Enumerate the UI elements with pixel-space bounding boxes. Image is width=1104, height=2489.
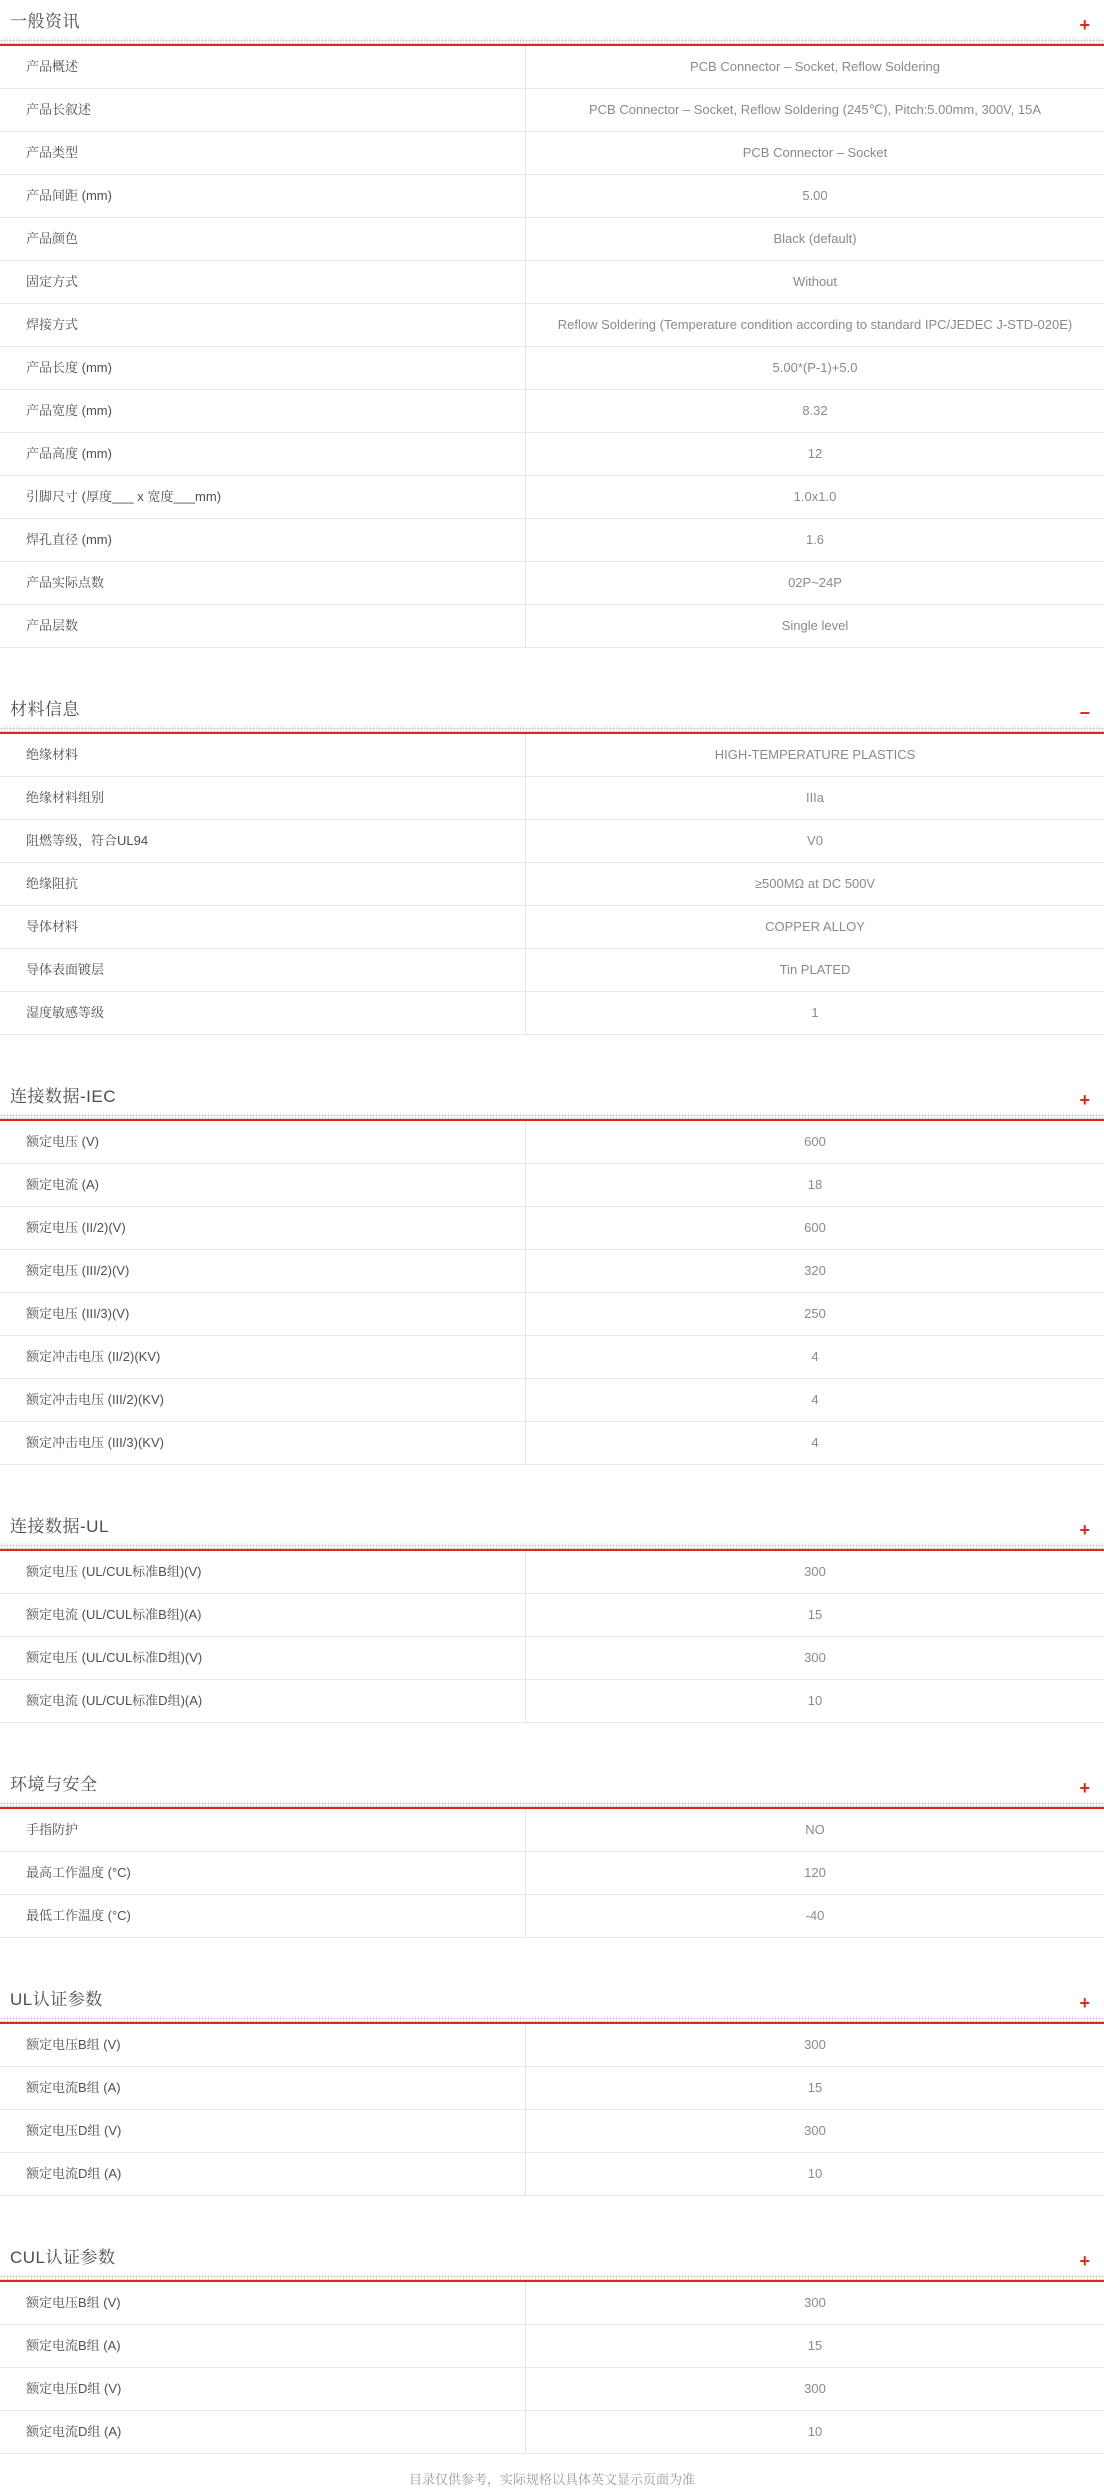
spec-label: 产品长度 (mm) xyxy=(0,347,526,389)
table-row xyxy=(0,89,1104,132)
section-header xyxy=(0,6,1104,38)
table-row xyxy=(0,863,1104,906)
spec-label: 产品类型 xyxy=(0,132,526,174)
table-row xyxy=(0,2282,1104,2325)
table-row xyxy=(0,734,1104,777)
spec-value: 4 xyxy=(811,1391,819,1407)
spec-label: 额定电压 (UL/CUL标准B组)(V) xyxy=(0,1551,526,1593)
table-row xyxy=(0,1293,1104,1336)
table-row xyxy=(0,476,1104,519)
table-row xyxy=(0,46,1104,89)
spec-value: ≥500MΩ at DC 500V xyxy=(754,875,876,891)
expand-icon[interactable]: + xyxy=(1079,1520,1090,1540)
spec-label: 额定冲击电压 (III/3)(KV) xyxy=(0,1422,526,1464)
section-title: 环境与安全 xyxy=(10,1775,98,1794)
spec-value: 1.0x1.0 xyxy=(793,488,837,504)
table-row xyxy=(0,1895,1104,1938)
table-row xyxy=(0,1379,1104,1422)
table-row xyxy=(0,1551,1104,1594)
spec-label: 额定电压D组 (V) xyxy=(0,2368,526,2410)
spec-label: 额定电流 (UL/CUL标准B组)(A) xyxy=(0,1594,526,1636)
spec-value: 300 xyxy=(804,2380,826,2396)
table-row xyxy=(0,2325,1104,2368)
spec-value: IIIa xyxy=(805,789,825,805)
spec-value: 02P~24P xyxy=(788,574,842,590)
spec-value: PCB Connector – Socket, Reflow Soldering (245℃), Pitch:5.00mm, 300V, 15A xyxy=(588,101,1042,117)
spec-table xyxy=(0,1551,1104,1723)
spec-value: COPPER ALLOY xyxy=(765,918,865,934)
spec-value: V0 xyxy=(807,832,823,848)
spec-label: 额定电流 (A) xyxy=(0,1164,526,1206)
spec-section xyxy=(0,1769,1104,1938)
footer-disclaimer: 目录仅供参考，实际规格以具体英文显示页面为准 xyxy=(408,2472,695,2487)
spec-value: 10 xyxy=(807,2423,823,2439)
table-row xyxy=(0,2067,1104,2110)
collapse-icon[interactable]: − xyxy=(1079,703,1090,723)
expand-icon[interactable]: + xyxy=(1079,1778,1090,1798)
spec-section xyxy=(0,2242,1104,2454)
spec-label: 绝缘材料组别 xyxy=(0,777,526,819)
section-title: UL认证参数 xyxy=(10,1990,103,2009)
spec-label: 绝缘材料 xyxy=(0,734,526,776)
section-title: 一般资讯 xyxy=(10,12,80,31)
spec-value: 10 xyxy=(807,2165,823,2181)
spec-label: 额定电流B组 (A) xyxy=(0,2067,526,2109)
section-title: CUL认证参数 xyxy=(10,2248,116,2267)
spec-value: 4 xyxy=(811,1434,819,1450)
spec-label: 最低工作温度 (°C) xyxy=(0,1895,526,1937)
spec-label: 产品颜色 xyxy=(0,218,526,260)
spec-value: 18 xyxy=(807,1176,823,1192)
spec-table xyxy=(0,1121,1104,1465)
table-row xyxy=(0,562,1104,605)
spec-section xyxy=(0,1984,1104,2196)
spec-label: 产品宽度 (mm) xyxy=(0,390,526,432)
section-header xyxy=(0,1984,1104,2016)
spec-label: 引脚尺寸 (厚度___ x 宽度___mm) xyxy=(0,476,526,518)
table-row xyxy=(0,1852,1104,1895)
table-row xyxy=(0,347,1104,390)
spec-value: 5.00*(P-1)+5.0 xyxy=(772,359,858,375)
spec-label: 额定电流D组 (A) xyxy=(0,2411,526,2453)
spec-label: 产品层数 xyxy=(0,605,526,647)
spec-label: 额定电流B组 (A) xyxy=(0,2325,526,2367)
spec-value: Black (default) xyxy=(773,230,857,246)
spec-label: 固定方式 xyxy=(0,261,526,303)
spec-section xyxy=(0,1081,1104,1465)
spec-table xyxy=(0,1809,1104,1938)
spec-value: HIGH-TEMPERATURE PLASTICS xyxy=(714,746,916,762)
spec-value: 12 xyxy=(807,445,823,461)
spec-value: 15 xyxy=(807,1606,823,1622)
spec-label: 产品间距 (mm) xyxy=(0,175,526,217)
table-row xyxy=(0,519,1104,562)
spec-value: 250 xyxy=(804,1305,826,1321)
table-row xyxy=(0,949,1104,992)
section-title: 连接数据-IEC xyxy=(10,1087,116,1106)
table-row xyxy=(0,1207,1104,1250)
table-row xyxy=(0,175,1104,218)
section-title: 连接数据-UL xyxy=(10,1517,109,1536)
section-title: 材料信息 xyxy=(10,700,80,719)
spec-label: 额定电压B组 (V) xyxy=(0,2024,526,2066)
table-row xyxy=(0,2024,1104,2067)
spec-label: 额定电压B组 (V) xyxy=(0,2282,526,2324)
spec-value: NO xyxy=(805,1821,825,1837)
table-row xyxy=(0,1637,1104,1680)
spec-value: -40 xyxy=(805,1907,825,1923)
spec-value: 4 xyxy=(811,1348,819,1364)
spec-section xyxy=(0,0,1104,648)
table-row xyxy=(0,605,1104,648)
spec-label: 额定电流 (UL/CUL标准D组)(A) xyxy=(0,1680,526,1722)
table-row xyxy=(0,2110,1104,2153)
spec-value: 1.6 xyxy=(805,531,825,547)
spec-value: Tin PLATED xyxy=(779,961,851,977)
spec-value: 1 xyxy=(811,1004,819,1020)
table-row xyxy=(0,390,1104,433)
table-row xyxy=(0,1250,1104,1293)
spec-value: 300 xyxy=(804,2294,826,2310)
expand-icon[interactable]: + xyxy=(1079,1090,1090,1110)
spec-label: 阻燃等级，符合UL94 xyxy=(0,820,526,862)
spec-value: 300 xyxy=(804,1563,826,1579)
section-header xyxy=(0,694,1104,726)
spec-table xyxy=(0,2282,1104,2454)
table-row xyxy=(0,218,1104,261)
spec-label: 额定电压D组 (V) xyxy=(0,2110,526,2152)
section-header xyxy=(0,1769,1104,1801)
spec-label: 绝缘阻抗 xyxy=(0,863,526,905)
spec-label: 产品长叙述 xyxy=(0,89,526,131)
table-row xyxy=(0,1594,1104,1637)
table-row xyxy=(0,1164,1104,1207)
spec-table xyxy=(0,46,1104,648)
table-row xyxy=(0,261,1104,304)
spec-value: PCB Connector – Socket xyxy=(742,144,888,160)
spec-label: 导体表面镀层 xyxy=(0,949,526,991)
expand-icon[interactable]: + xyxy=(1079,15,1090,35)
section-header xyxy=(0,1081,1104,1113)
table-row xyxy=(0,777,1104,820)
spec-label: 产品高度 (mm) xyxy=(0,433,526,475)
table-row xyxy=(0,433,1104,476)
spec-value: 600 xyxy=(804,1219,826,1235)
spec-value: 8.32 xyxy=(802,402,828,418)
table-row xyxy=(0,2153,1104,2196)
spec-value: PCB Connector – Socket, Reflow Soldering xyxy=(689,58,940,74)
spec-table xyxy=(0,2024,1104,2196)
expand-icon[interactable]: + xyxy=(1079,2251,1090,2271)
spec-value: 15 xyxy=(807,2337,823,2353)
spec-value: 300 xyxy=(804,1649,826,1665)
section-header xyxy=(0,1511,1104,1543)
table-row xyxy=(0,906,1104,949)
spec-label: 额定电压 (UL/CUL标准D组)(V) xyxy=(0,1637,526,1679)
table-row xyxy=(0,1680,1104,1723)
spec-section xyxy=(0,1511,1104,1723)
section-header xyxy=(0,2242,1104,2274)
spec-value: 120 xyxy=(804,1864,826,1880)
table-row xyxy=(0,1121,1104,1164)
table-row xyxy=(0,1422,1104,1465)
spec-value: 300 xyxy=(804,2036,826,2052)
spec-label: 额定电压 (III/3)(V) xyxy=(0,1293,526,1335)
spec-label: 额定冲击电压 (II/2)(KV) xyxy=(0,1336,526,1378)
spec-value: 600 xyxy=(804,1133,826,1149)
spec-value: 300 xyxy=(804,2122,826,2138)
spec-label: 产品概述 xyxy=(0,46,526,88)
table-row xyxy=(0,1336,1104,1379)
spec-label: 产品实际点数 xyxy=(0,562,526,604)
spec-label: 湿度敏感等级 xyxy=(0,992,526,1034)
spec-value: 5.00 xyxy=(802,187,828,203)
spec-label: 焊孔直径 (mm) xyxy=(0,519,526,561)
table-row xyxy=(0,820,1104,863)
spec-label: 额定冲击电压 (III/2)(KV) xyxy=(0,1379,526,1421)
table-row xyxy=(0,992,1104,1035)
spec-value: 15 xyxy=(807,2079,823,2095)
spec-label: 额定电流D组 (A) xyxy=(0,2153,526,2195)
spec-label: 额定电压 (II/2)(V) xyxy=(0,1207,526,1249)
spec-label: 导体材料 xyxy=(0,906,526,948)
spec-value: Reflow Soldering (Temperature condition according to standard IPC/JEDEC J-STD-020E) xyxy=(557,316,1073,332)
spec-label: 额定电压 (V) xyxy=(0,1121,526,1163)
table-row xyxy=(0,2411,1104,2454)
table-row xyxy=(0,132,1104,175)
spec-value: Without xyxy=(792,273,838,289)
spec-value: 320 xyxy=(804,1262,826,1278)
spec-label: 手指防护 xyxy=(0,1809,526,1851)
spec-section xyxy=(0,694,1104,1035)
table-row xyxy=(0,2368,1104,2411)
spec-table xyxy=(0,734,1104,1035)
spec-label: 额定电压 (III/2)(V) xyxy=(0,1250,526,1292)
spec-value: 10 xyxy=(807,1692,823,1708)
spec-value: Single level xyxy=(781,617,849,633)
expand-icon[interactable]: + xyxy=(1079,1993,1090,2013)
spec-label: 焊接方式 xyxy=(0,304,526,346)
table-row xyxy=(0,1809,1104,1852)
table-row xyxy=(0,304,1104,347)
spec-label: 最高工作温度 (°C) xyxy=(0,1852,526,1894)
